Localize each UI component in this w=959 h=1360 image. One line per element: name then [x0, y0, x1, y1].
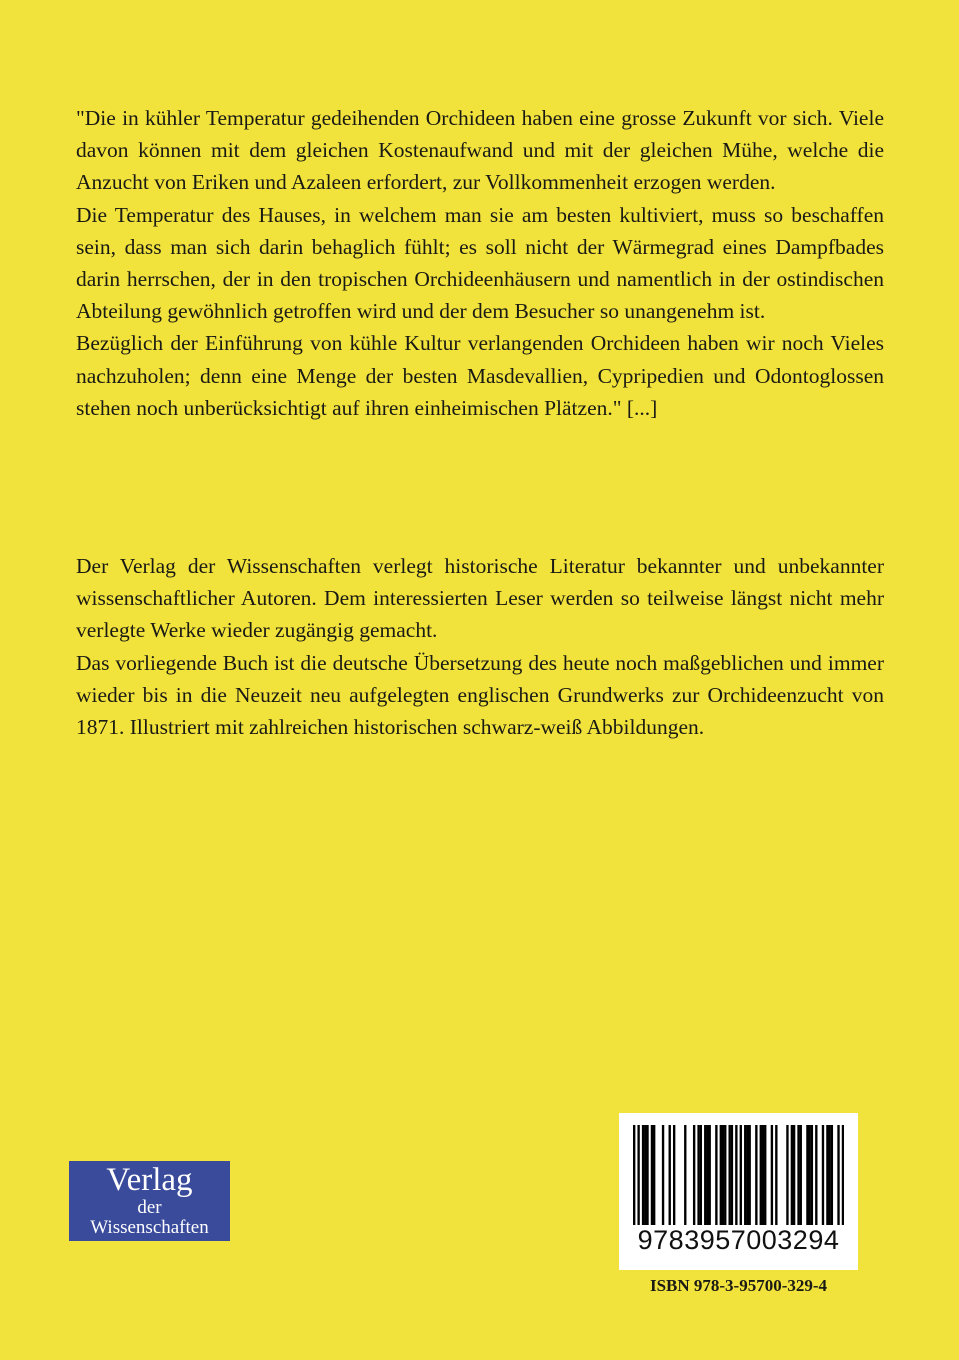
barcode-bar: [735, 1125, 737, 1225]
barcode-bar: [740, 1125, 742, 1225]
barcode-bar: [724, 1125, 726, 1225]
quote-paragraph-3: Bezüglich der Einführung von kühle Kultur verlangenden Orchideen haben wir noch Vieles nachzuholen; denn eine Menge der besten Masdevallien, Cypripedien und Odontoglossen stehen noch unberücksichtigt auf ihren einheimischen Plätzen." [...]: [76, 331, 884, 420]
barcode-bar: [791, 1125, 793, 1225]
barcode-bar: [651, 1125, 653, 1225]
barcode-bar: [762, 1125, 764, 1225]
isbn-label: ISBN 978-3-95700-329-4: [649, 1276, 828, 1295]
barcode-bar: [775, 1125, 777, 1225]
logo-line-verlag: Verlag: [106, 1162, 193, 1198]
barcode-bar: [642, 1125, 644, 1225]
barcode-bar: [746, 1125, 748, 1225]
barcode-bar: [760, 1125, 762, 1225]
back-cover-quote: [76, 102, 884, 424]
barcode-bar: [709, 1125, 711, 1225]
barcode-bar: [697, 1125, 699, 1225]
barcode-bar: [684, 1125, 686, 1225]
barcode-bar: [673, 1125, 675, 1225]
barcode-bar: [811, 1125, 813, 1225]
barcode-bar: [755, 1125, 757, 1225]
barcode-bar: [800, 1125, 802, 1225]
barcode-box: [619, 1113, 858, 1270]
barcode-bar: [731, 1125, 733, 1225]
barcode-bar: [637, 1125, 639, 1225]
logo-line-wissenschaften: Wissenschaften: [90, 1217, 209, 1238]
publisher-logo: [69, 1161, 230, 1241]
barcode-bar: [693, 1125, 695, 1225]
barcode-bar: [644, 1125, 646, 1225]
barcode-bar: [722, 1125, 724, 1225]
barcode-bar: [771, 1125, 773, 1225]
barcode-bar: [822, 1125, 824, 1225]
barcode-bar: [815, 1125, 817, 1225]
barcode-bar: [764, 1125, 766, 1225]
publisher-description: [76, 550, 884, 743]
barcode-bar: [826, 1125, 828, 1225]
barcode-bar: [786, 1125, 788, 1225]
barcode-bar: [646, 1125, 648, 1225]
barcode-bar: [669, 1125, 671, 1225]
barcode-bar: [633, 1125, 635, 1225]
barcode-bar: [828, 1125, 830, 1225]
barcode-bar: [744, 1125, 746, 1225]
publisher-paragraph-2: Das vorliegende Buch ist die deutsche Übersetzung des heute noch maßgeblichen und immer wieder bis in die Neuzeit neu aufgelegten englischen Grundwerks zur Orchideenzucht von 1871. Illustriert mit zahlreichen historischen schwarz-weiß Abbildungen.: [76, 650, 884, 740]
barcode-icon: [633, 1125, 844, 1225]
barcode-bar: [806, 1125, 808, 1225]
quote-paragraph-2: Die Temperatur des Hauses, in welchem man sie am besten kultiviert, muss so beschaffen sein, dass man sich darin behaglich fühlt; es soll nicht der Wärmegrad eines Dampfbades darin herrschen, der in den tropischen Orchideenhäusern und namentlich in der ostindischen Abteilung gewöhnlich getroffen wird und der dem Besucher so unangenehm ist.: [76, 202, 884, 324]
barcode-bar: [653, 1125, 655, 1225]
barcode-bar: [831, 1125, 833, 1225]
barcode-bar: [662, 1125, 664, 1225]
barcode-bar: [715, 1125, 717, 1225]
publisher-paragraph-1: Der Verlag der Wissenschaften verlegt historische Literatur bekannter und unbekannter wissenschaftlicher Autoren. Dem interessierten Leser werden so teilweise längst nicht mehr verlegte Werke wieder zugängig gemacht.: [76, 554, 884, 643]
barcode-bar: [729, 1125, 731, 1225]
barcode-bar: [797, 1125, 799, 1225]
quote-paragraph-1: "Die in kühler Temperatur gedeihenden Orchideen haben eine grosse Zukunft vor sich. Viele davon können mit dem gleichen Kostenaufwand und mit der gleichen Mühe, welche die Anzucht von Eriken und Azaleen erfordert, zur Vollkommenheit erzogen werden.: [76, 106, 884, 195]
barcode-digits: 9783957003294: [637, 1225, 840, 1255]
logo-line-der: der: [137, 1197, 162, 1218]
barcode-bar: [700, 1125, 702, 1225]
barcode-bar: [808, 1125, 810, 1225]
barcode-bar: [706, 1125, 708, 1225]
barcode-bar: [793, 1125, 795, 1225]
barcode-bar: [837, 1125, 839, 1225]
barcode-bar: [704, 1125, 706, 1225]
barcode-bar: [720, 1125, 722, 1225]
barcode-bar: [748, 1125, 750, 1225]
barcode-bar: [842, 1125, 844, 1225]
